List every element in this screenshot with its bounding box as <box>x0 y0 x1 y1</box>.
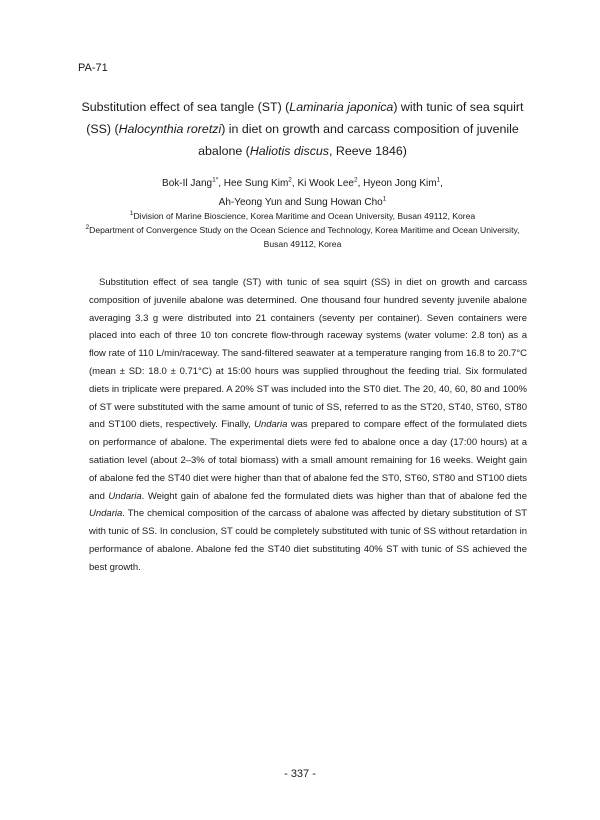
title-text: ) in diet on growth and carcass composition of juvenile abalone ( <box>198 122 519 158</box>
affiliation-mark: 2 <box>85 224 90 232</box>
abstract-text: . The chemical composition of the carcass of abalone was affected by dietary substitution of ST with tunic of SS. In conclusion, ST could be completely substituted with tunic of SS without retardation in performance of abalone. Abalone fed the ST40 diet substituting 40% ST with tunic of SS achieved the best growth. <box>89 508 527 573</box>
author-name: , Ki Wook Lee <box>291 178 354 189</box>
abstract-species-undaria: Undaria <box>108 490 142 502</box>
author-list <box>78 174 527 212</box>
author-affiliation-mark: 2 <box>353 176 358 184</box>
author-name: Bok-Il Jang <box>162 178 213 189</box>
author-name: , Hyeon Jong Kim <box>357 178 437 189</box>
affiliation-mark: 1 <box>129 210 134 218</box>
author-affiliation-mark: 2 <box>288 176 292 184</box>
paper-title <box>78 96 527 162</box>
abstract-text: was prepared to compare effect of the formulated diets on performance of abalone. The experimental diets were fed to abalone once a day (17:00 hours) at a satiation level (about 2–3% of total biomass) with a small amount remaining for 16 weeks. Weight gain of abalone fed the ST40 diet were higher than that of abalone fed the ST0, ST60, ST80 and ST100 diets and <box>89 419 527 502</box>
title-species-halocynthia: Halocynthia roretzi <box>118 122 222 136</box>
abstract-species-undaria: Undaria <box>254 419 288 431</box>
title-species-haliotis: Haliotis discus <box>249 144 330 158</box>
author-affiliation-mark: 1 <box>382 195 387 203</box>
title-text: Substitution effect of sea tangle (ST) ( <box>81 100 290 114</box>
page-number: - 337 - <box>284 768 316 780</box>
title-species-laminaria: Laminaria japonica <box>289 100 394 114</box>
author-separator: , <box>440 178 443 189</box>
affiliation-1 <box>78 209 527 223</box>
author-name: Ah-Yeong Yun and Sung Howan Cho <box>218 197 383 208</box>
title-text: , Reeve 1846) <box>329 144 407 158</box>
abstract-code: PA-71 <box>78 62 108 74</box>
author-affiliation-mark: 1 <box>436 176 441 184</box>
abstract-text: . Weight gain of abalone fed the formulated diets was higher than that of abalone fed the <box>141 490 528 502</box>
abstract-text: Substitution effect of sea tangle (ST) with tunic of sea squirt (SS) in diet on growth and carcass composition of juvenile abalone was determined. One thousand four hundred seventy juvenile abalone averaging 3.3 g were distributed into 21 containers (seventy per container). Seven containers were placed into each of three 10 ton concrete flow-through raceway systems (water volume: 2.8 ton) as a flow rate of 110 L/min/raceway. The sand-filtered seawater at a temperature ranging from 16.8 to 20.7°C (mean ± SD: 18.0 ± 0.71°C) at 15:00 hours was supplied throughout the feeding trial. Six formulated diets in triplicate were prepared. A 20% ST was included into the ST0 diet. The 20, 40, 60, 80 and 100% of ST were substituted with the same amount of tunic of SS, referred to as the ST20, ST40, ST60, ST80 and ST100 diets, respectively. Finally, <box>89 277 527 431</box>
affiliation-list <box>78 209 527 251</box>
author-affiliation-mark: 1* <box>212 176 219 184</box>
affiliation-2 <box>78 223 527 251</box>
title-text: ) with tunic of sea squirt (SS) ( <box>86 100 524 136</box>
abstract-species-undaria: Undaria <box>89 508 123 520</box>
author-name: , Hee Sung Kim <box>218 178 289 189</box>
affiliation-text: Department of Convergence Study on the Ocean Science and Technology, Korea Maritime and Ocean University, Busan 49112, Korea <box>89 225 520 249</box>
affiliation-text: Division of Marine Bioscience, Korea Maritime and Ocean University, Busan 49112, Korea <box>133 211 476 221</box>
abstract-body <box>89 274 527 577</box>
